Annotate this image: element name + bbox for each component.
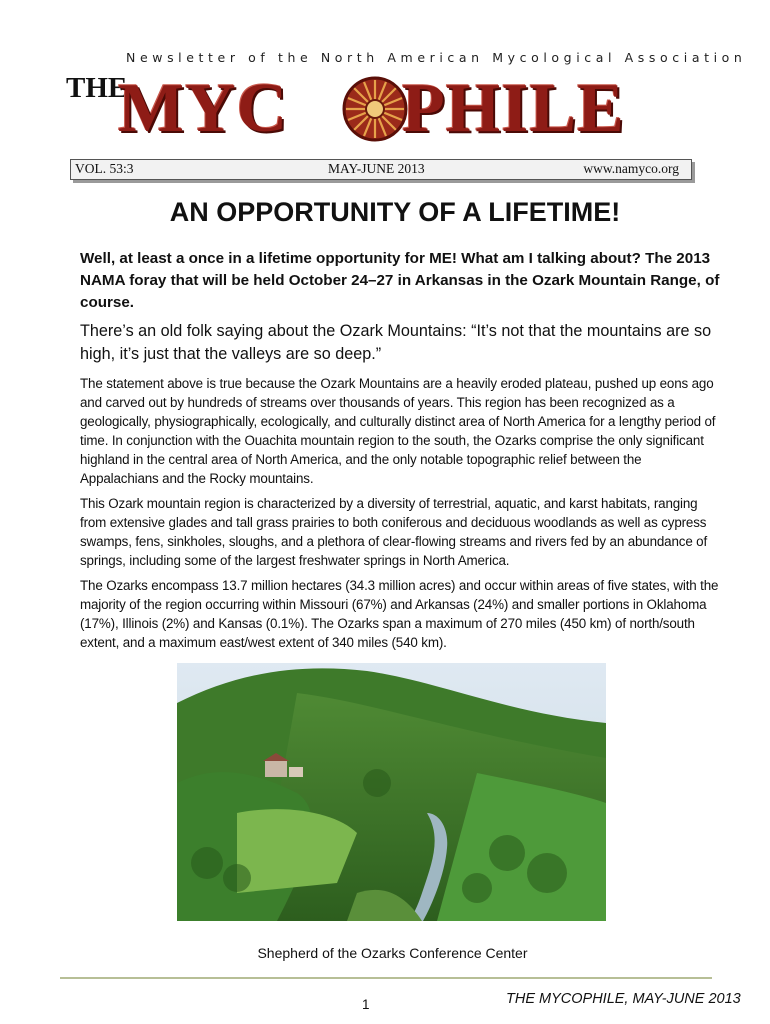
page-number: 1 [362, 997, 370, 1012]
issue-date: MAY-JUNE 2013 [328, 161, 425, 176]
masthead-title-right: PHILE [402, 70, 625, 147]
footer-divider [60, 977, 712, 979]
masthead-title [118, 70, 718, 147]
issue-info-bar [70, 159, 692, 180]
masthead-the: THE [66, 72, 128, 104]
article-paragraph-2: This Ozark mountain region is characterized by a diversity of terrestrial, aquatic, and karst habitats, ranging from extensive glades and tall grass prairies to both coniferous and deciduous woodlands as well as cypress swamps, fens, sinkholes, sloughs, and a plethora of clear-flowing streams and rivers fed by an abundance of springs, including some of the largest freshwater springs in North America. [80, 496, 708, 568]
issue-volume: VOL. 53:3 [75, 161, 134, 176]
ozarks-landscape-image [177, 663, 606, 921]
article-lede: Well, at least a once in a lifetime opportunity for ME! What am I talking about? The 2013 NAMA foray that will be held October 24–27 in Arkansas in the Ozark Mountain Range, of course. [80, 250, 720, 311]
photo-caption: Shepherd of the Ozarks Conference Center [257, 945, 528, 961]
mushroom-gill-logo-icon [342, 76, 408, 142]
article-quote: There’s an old folk saying about the Ozark Mountains: “It’s not that the mountains are so high, it’s just that the valleys are so deep.” [80, 322, 712, 363]
running-title: THE MYCOPHILE, MAY-JUNE 2013 [506, 991, 741, 1007]
masthead-title-left: MYC [118, 70, 289, 147]
masthead-tagline: Newsletter of the North American Mycological Association [126, 50, 747, 65]
ozarks-photo [177, 663, 606, 921]
article-headline: AN OPPORTUNITY OF A LIFETIME! [169, 197, 621, 227]
article-paragraph-3: The Ozarks encompass 13.7 million hectares (34.3 million acres) and occur within areas of five states, with the majority of the region occurring within Missouri (67%) and Arkansas (24%) and smaller portions in Oklahoma (17%), Illinois (2%) and Kansas (0.1%). The Ozarks span a maximum of 270 miles (450 km) of north/south extent, and a maximum east/west extent of 340 miles (540 km). [80, 578, 719, 650]
article-paragraph-1: The statement above is true because the Ozark Mountains are a heavily eroded plateau, pushed up eons ago and carved out by hundreds of streams over thousands of years. This region has been recognized as a geologically, physiographically, ecologically, and culturally distinct area of North America for a lengthy period of time. In conjunction with the Ouachita mountain region to the south, the Ozarks comprise the only significant highland in the central area of North America, and the only notable topographic relief between the Appalachians and the Rocky mountains. [80, 376, 716, 486]
article-body [80, 248, 720, 658]
website-link[interactable]: www.namyco.org [583, 161, 679, 176]
